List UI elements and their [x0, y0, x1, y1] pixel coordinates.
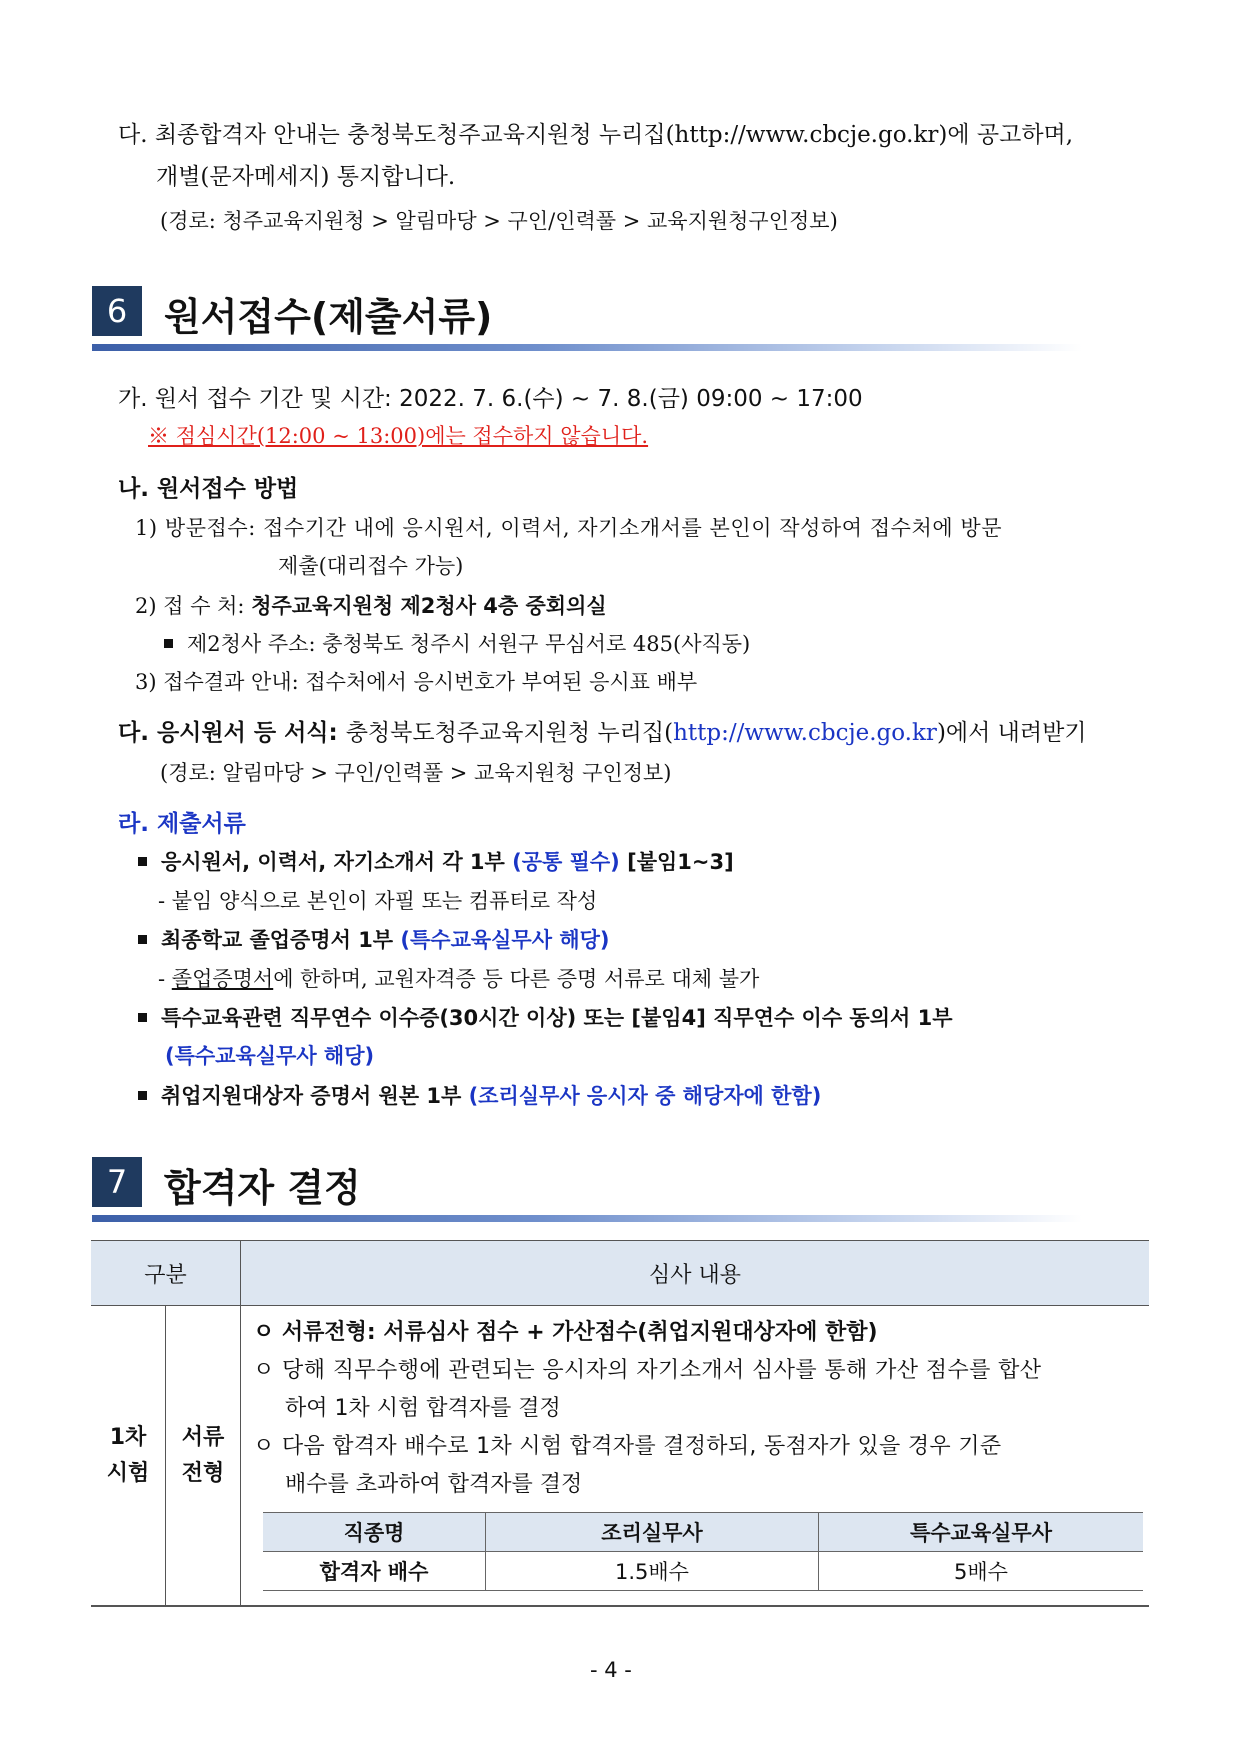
document-2-note: (특수교육실무사 해당): [400, 928, 610, 952]
section-6-divider: [92, 344, 1082, 351]
bullet-square-icon: [138, 857, 147, 866]
multiplier-row-label: 합격자 배수: [263, 1552, 486, 1591]
lunch-notice: ※ 점심시간(12:00 ~ 13:00)에는 접수하지 않습니다.: [148, 424, 649, 448]
criteria-bullet-2: ㅇ 당해 직무수행에 관련되는 응시자의 자기소개서 심사를 통해 가산 점수를 합산: [253, 1358, 1042, 1383]
document-2: [138, 924, 610, 954]
table-header-content: 심사 내용: [241, 1241, 1150, 1306]
table-header-category: 구분: [91, 1241, 241, 1306]
table-row: [91, 1306, 1149, 1607]
document-1-note: (공통 필수): [512, 850, 620, 874]
multiplier-header-special: 특수교육실무사: [819, 1513, 1144, 1552]
document-2-sub-rest: 에 한하며, 교원자격증 등 다른 증명 서류로 대체 불가: [273, 967, 760, 991]
intro-path: (경로: 청주교육지원청 > 알림마당 > 구인/인력풀 > 교육지원청구인정보): [160, 209, 838, 233]
row-label-screening: 서류 전형: [166, 1306, 241, 1607]
intro-line-1: 다. 최종합격자 안내는 충청북도청주교육지원청 누리집(http://www.cbcje.go.kr)에 공고하며,: [118, 122, 1074, 148]
method-item-1-cont: 제출(대리접수 가능): [278, 554, 464, 578]
multiplier-table: [263, 1512, 1143, 1591]
method-item-2: [135, 590, 607, 620]
multiplier-special-value: 5배수: [819, 1552, 1144, 1591]
document-2-sub-underlined: 졸업증명서: [171, 967, 274, 991]
method-item-3: 3) 접수결과 안내: 접수처에서 응시번호가 부여된 응시표 배부: [135, 670, 698, 694]
application-period: 가. 원서 접수 기간 및 시간: 2022. 7. 6.(수) ~ 7. 8.(금) 09:00 ~ 17:00: [118, 386, 863, 412]
bullet-square-icon: [164, 639, 173, 648]
forms-text-before: 충청북도청주교육지원청 누리집(: [345, 720, 674, 746]
document-1: [138, 846, 734, 876]
criteria-bullet-3: ㅇ 다음 합격자 배수로 1차 시험 합격자를 결정하되, 동점자가 있을 경우 기준: [253, 1434, 1002, 1459]
document-2-text: 최종학교 졸업증명서 1부: [161, 928, 401, 952]
criteria-bullet-1: ㅇ 서류전형: 서류심사 점수 + 가산점수(취업지원대상자에 한함): [253, 1320, 878, 1345]
criteria-bullet-3-cont: 배수를 초과하여 합격자를 결정: [285, 1472, 583, 1497]
multiplier-header-job: 직종명: [263, 1513, 486, 1552]
section-7-number: 7: [92, 1157, 142, 1207]
document-4: [138, 1080, 821, 1110]
intro-line-2: 개별(문자메세지) 통지합니다.: [156, 164, 456, 190]
document-1-tail: [붙임1~3]: [619, 850, 734, 874]
document-1-sub: - 붙임 양식으로 본인이 자필 또는 컴퓨터로 작성: [158, 889, 598, 913]
row-content: [241, 1306, 1150, 1607]
method-item-1: 1) 방문접수: 접수기간 내에 응시원서, 이력서, 자기소개서를 본인이 작성하여 접수처에 방문: [135, 516, 1003, 540]
documents-heading: 라. 제출서류: [118, 811, 246, 837]
forms-text-after: )에서 내려받기: [936, 720, 1087, 746]
selection-table: [91, 1240, 1149, 1607]
method-item-2-label: 2) 접 수 처:: [135, 594, 252, 618]
document-4-note: (조리실무사 응시자 중 해당자에 한함): [468, 1084, 822, 1108]
multiplier-header-cook: 조리실무사: [486, 1513, 819, 1552]
bullet-square-icon: [138, 1013, 147, 1022]
table-header-row: [91, 1241, 1149, 1306]
section-6-number: 6: [92, 286, 142, 336]
document-3: [138, 1002, 953, 1032]
document-4-text: 취업지원대상자 증명서 원본 1부: [161, 1084, 469, 1108]
bullet-square-icon: [138, 1091, 147, 1100]
multiplier-row: [263, 1552, 1143, 1591]
multiplier-header-row: [263, 1513, 1143, 1552]
bullet-square-icon: [138, 935, 147, 944]
document-3-note: (특수교육실무사 해당): [165, 1044, 375, 1068]
forms-line: [118, 714, 1087, 747]
document-1-text: 응시원서, 이력서, 자기소개서 각 1부: [161, 850, 513, 874]
section-6-title: 원서접수(제출서류): [164, 295, 493, 339]
method-item-2-value: 청주교육지원청 제2청사 4층 중회의실: [251, 594, 607, 618]
multiplier-cook-value: 1.5배수: [486, 1552, 819, 1591]
forms-link[interactable]: http://www.cbcje.go.kr: [673, 720, 937, 746]
document-2-sub: [158, 963, 759, 993]
section-7-title: 합격자 결정: [164, 1166, 361, 1210]
forms-label: 다. 응시원서 등 서식:: [118, 720, 346, 746]
method-heading: 나. 원서접수 방법: [118, 476, 299, 502]
row-label-exam: 1차 시험: [91, 1306, 166, 1607]
criteria-bullet-2-cont: 하여 1차 시험 합격자를 결정: [285, 1396, 561, 1421]
forms-path: (경로: 알림마당 > 구인/인력풀 > 교육지원청 구인정보): [160, 761, 672, 785]
annex-address: 제2청사 주소: 충청북도 청주시 서원구 무심서로 485(사직동): [187, 632, 751, 656]
document-3-text: 특수교육관련 직무연수 이수증(30시간 이상) 또는 [붙임4] 직무연수 이수 동의서 1부: [161, 1006, 953, 1030]
method-item-2-sub: [164, 628, 750, 658]
page-number: - 4 -: [590, 1658, 632, 1682]
document-2-dash: -: [158, 967, 172, 991]
section-7-divider: [92, 1215, 1082, 1222]
